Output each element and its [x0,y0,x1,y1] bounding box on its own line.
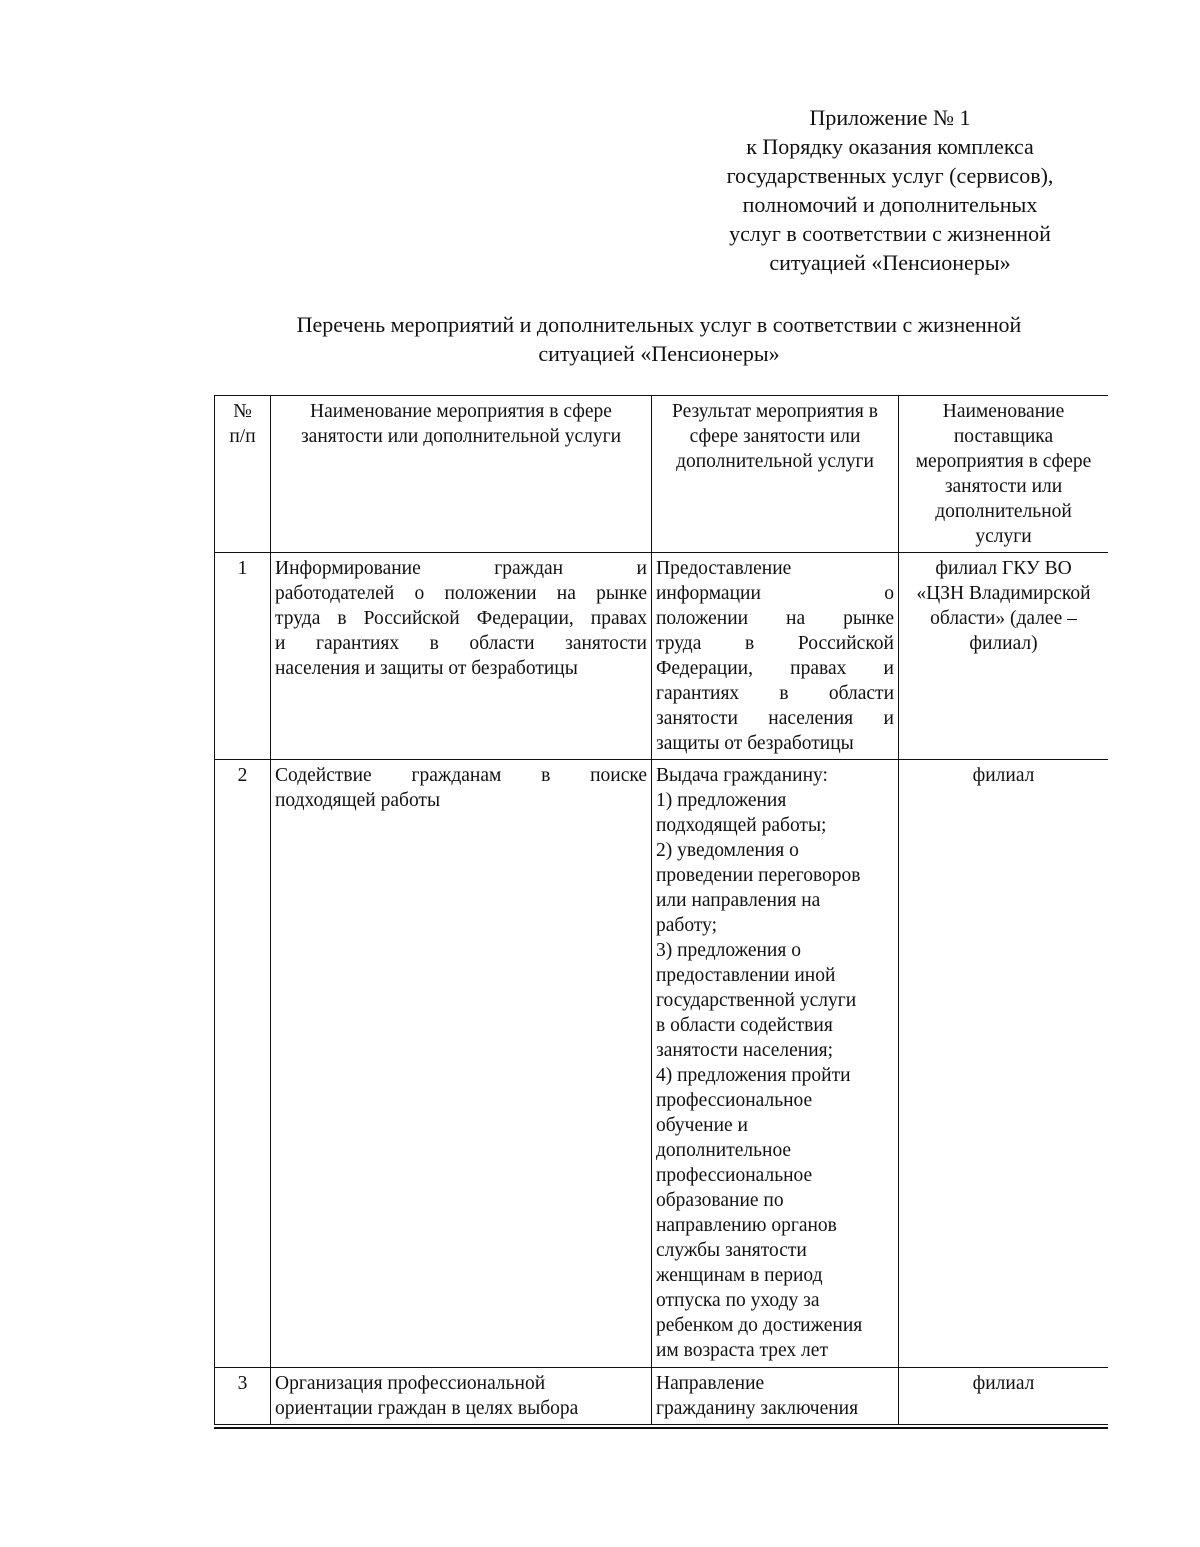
header-line: сфере занятости или [689,426,861,447]
row-result-line: 2) уведомления о [656,840,799,861]
header-line: дополнительной [935,501,1072,522]
table-row [215,760,1109,1368]
row-result [652,1368,899,1425]
table-row [215,1368,1109,1425]
row-result-line: Федерации, правах и [656,658,894,679]
header-line: Результат мероприятия в [672,401,878,422]
header-line: занятости или дополнительной услуги [300,426,622,447]
row-result-line: женщинам в период [656,1265,823,1286]
row-result-line: направлению органов [656,1215,837,1236]
row-num: 1 [215,553,271,760]
row-name-line: Организация профессиональной [275,1373,546,1394]
table-row [215,553,1109,760]
row-result [652,760,899,1368]
row-provider-line: филиал [972,1373,1035,1394]
row-result-line: подходящей работы; [656,815,827,836]
appendix-line: полномочий и дополнительных [742,192,1038,217]
row-result-line: защиты от безработицы [656,733,854,754]
row-num: 3 [215,1368,271,1425]
document-title [200,310,1118,368]
row-result-line: занятости населения и [656,708,894,729]
row-result-line: в области содействия [656,1015,833,1036]
title-line: ситуацией «Пенсионеры» [538,341,780,366]
row-result-line: гарантиях в области [656,683,894,704]
row-name-line: ориентации граждан в целях выбора [275,1398,579,1419]
row-result-line: работу; [656,915,717,936]
row-provider-line: филиал [972,765,1035,786]
row-result-line: проведении переговоров [656,865,861,886]
appendix-line: государственных услуг (сервисов), [726,163,1054,188]
row-provider [899,1368,1109,1425]
row-result [652,553,899,760]
row-result-line: 4) предложения пройти [656,1065,851,1086]
header-line: поставщика [953,426,1054,447]
header-line: Наименование мероприятия в сфере [310,401,612,422]
measures-table-wrapper [214,395,1108,1429]
appendix-line: к Порядку оказания комплекса [746,134,1034,159]
appendix-line: Приложение № 1 [809,105,971,130]
row-result-line: дополнительное [656,1140,792,1161]
appendix-heading [680,103,1100,277]
title-line: Перечень мероприятий и дополнительных услуг в соответствии с жизненной [296,312,1022,337]
row-result-line: или направления на [656,890,821,911]
row-name [271,553,652,760]
row-name-line: Содействие гражданам в поиске [275,765,647,786]
row-name-line: Информирование граждан и [275,558,647,579]
row-result-line: обучение и [656,1115,748,1136]
row-result-line: 3) предложения о [656,940,801,961]
row-result-line: профессиональное [656,1165,813,1186]
row-result-line: ребенком до достижения [656,1315,863,1336]
header-line: мероприятия в сфере [915,451,1092,472]
row-name-line: и гарантиях в области занятости [275,633,647,654]
header-line: дополнительной услуги [676,451,874,472]
row-name-line: населения и защиты от безработицы [275,658,578,679]
row-num: 2 [215,760,271,1368]
row-result-line: положении на рынке [656,608,894,629]
header-line: п/п [229,426,256,447]
row-result-line: Выдача гражданину: [656,765,828,786]
row-name [271,1368,652,1425]
row-provider-line: области» (далее – [930,608,1077,629]
header-line: № [233,401,252,422]
table-header-row [215,396,1109,553]
row-result-line: занятости населения; [656,1040,834,1061]
header-line: услуги [975,526,1032,547]
appendix-line: услуг в соответствии с жизненной [729,221,1051,246]
row-result-line: Направление [656,1373,765,1394]
row-provider-line: филиал ГКУ ВО [935,558,1072,579]
row-provider-line: филиал) [969,633,1038,654]
row-provider [899,553,1109,760]
header-line: занятости или [944,476,1063,497]
row-result-line: отпуска по уходу за [656,1290,820,1311]
row-name [271,760,652,1368]
measures-table [214,395,1108,1425]
row-name-line: труда в Российской Федерации, правах [275,608,647,629]
row-result-line: Предоставление [656,558,792,579]
row-result-line: им возраста трех лет [656,1340,828,1361]
row-result-line: государственной услуги [656,990,857,1011]
header-num [215,396,271,553]
row-result-line: образование по [656,1190,784,1211]
row-result-line: профессиональное [656,1090,813,1111]
row-result-line: гражданину заключения [656,1398,859,1419]
row-result-line: информации о [656,583,894,604]
row-result-line: предоставлении иной [656,965,836,986]
row-name-line: работодателей о положении на рынке [275,583,647,604]
row-provider [899,760,1109,1368]
header-result [652,396,899,553]
row-result-line: 1) предложения [656,790,787,811]
row-result-line: труда в Российской [656,633,894,654]
appendix-line: ситуацией «Пенсионеры» [769,250,1011,275]
row-result-line: службы занятости [656,1240,807,1261]
row-name-line: подходящей работы [275,790,441,811]
header-provider [899,396,1109,553]
header-name [271,396,652,553]
header-line: Наименование [942,401,1065,422]
row-provider-line: «ЦЗН Владимирской [916,583,1091,604]
